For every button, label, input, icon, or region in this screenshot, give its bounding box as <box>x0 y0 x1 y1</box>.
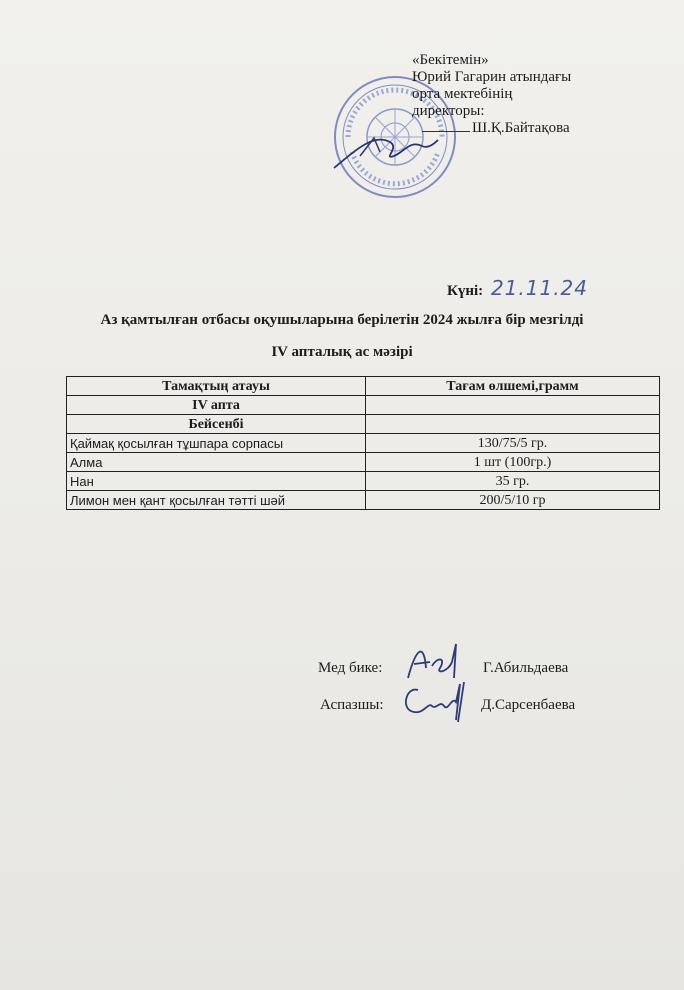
date-line <box>447 276 588 300</box>
approval-heading: «Бекітемін» <box>412 52 489 68</box>
week-cell: IV апта <box>67 396 366 415</box>
cook-signature-row <box>320 697 384 714</box>
menu-table <box>66 376 660 510</box>
table-row <box>67 453 660 472</box>
nurse-name: Г.Абильдаева <box>483 660 569 676</box>
document-title-line-2: IV апталық ас мәзірі <box>271 344 413 360</box>
cook-label: Аспазшы: <box>320 697 384 713</box>
dish-name: Қаймақ қосылған тұшпара сорпасы <box>67 434 366 453</box>
approval-line-1: Юрий Гагарин атындағы <box>412 69 572 85</box>
table-row-week <box>67 396 660 415</box>
dish-amount: 1 шт (100гр.) <box>366 453 660 472</box>
dish-amount: 130/75/5 гр. <box>366 434 660 453</box>
approval-line-3: директоры: <box>412 103 485 119</box>
table-row <box>67 491 660 510</box>
director-name: Ш.Қ.Байтақова <box>472 120 570 136</box>
dish-name: Алма <box>67 453 366 472</box>
cook-name: Д.Сарсенбаева <box>481 697 576 713</box>
dish-amount: 200/5/10 гр <box>366 491 660 510</box>
dish-name: Нан <box>67 472 366 491</box>
table-header-row <box>67 377 660 396</box>
header-dish-name: Тамақтың атауы <box>67 377 366 396</box>
nurse-signature-row <box>318 660 382 677</box>
dish-amount: 35 гр. <box>366 472 660 491</box>
date-label: Күні: <box>447 283 484 299</box>
table-row-day <box>67 415 660 434</box>
nurse-label: Мед бике: <box>318 660 383 676</box>
day-cell: Бейсенбі <box>67 415 366 434</box>
signature-underline <box>422 131 470 132</box>
table-row <box>67 472 660 491</box>
cook-signature <box>406 682 464 722</box>
document-title-line-1: Аз қамтылған отбасы оқушыларына берілетін 2024 жылға бір мезгілді <box>100 312 584 328</box>
director-name-line <box>412 120 571 137</box>
header-portion-size: Тағам өлшемі,грамм <box>366 377 660 396</box>
approval-line-2: орта мектебінің <box>412 86 513 102</box>
table-row <box>67 434 660 453</box>
empty-cell <box>366 396 660 415</box>
date-value: 21.11.24 <box>490 276 588 300</box>
dish-name: Лимон мен қант қосылған тәтті шәй <box>67 491 366 510</box>
empty-cell <box>366 415 660 434</box>
approval-block <box>412 52 571 137</box>
